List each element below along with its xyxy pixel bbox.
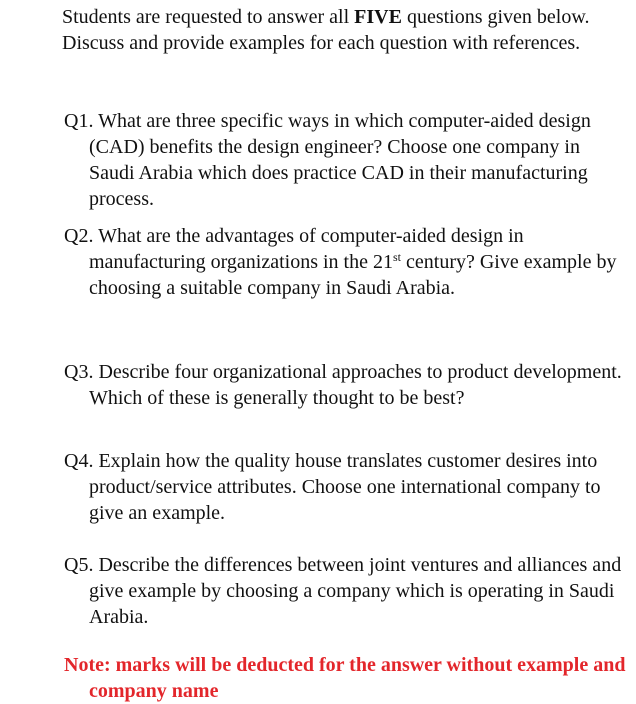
instructions-emphasis: FIVE — [354, 6, 402, 28]
question-5: Q5. Describe the differences between joint ventures and alliances and give example by choosing a company which is operating in Saudi Arabia. — [64, 554, 622, 628]
question-1: Q1. What are three specific ways in which computer-aided design (CAD) benefits the design engineer? Choose one company in Saudi Arabia which does practice CAD in their manufacturing process. — [64, 110, 591, 210]
note-warning: Note: marks will be deducted for the answer without example and company name — [64, 654, 626, 702]
instructions-text-after: questions given below. Discuss and provide examples for each question with references. — [62, 6, 590, 54]
question-4: Q4. Explain how the quality house translates customer desires into product/service attributes. Choose one international company to give an example. — [64, 450, 601, 524]
question-3: Q3. Describe four organizational approaches to product development. Which of these is generally thought to be best? — [64, 361, 622, 409]
question-2-text-before: Q2. What are the advantages of computer-aided design in manufacturing organizations in the 21 — [64, 225, 524, 273]
instructions-paragraph — [62, 4, 612, 56]
question-2-text-after: century? Give example by choosing a suitable company in Saudi Arabia. — [89, 251, 617, 299]
ordinal-superscript: st — [393, 250, 402, 264]
question-2 — [64, 223, 629, 301]
instructions-text-before: Students are requested to answer all — [62, 6, 355, 28]
